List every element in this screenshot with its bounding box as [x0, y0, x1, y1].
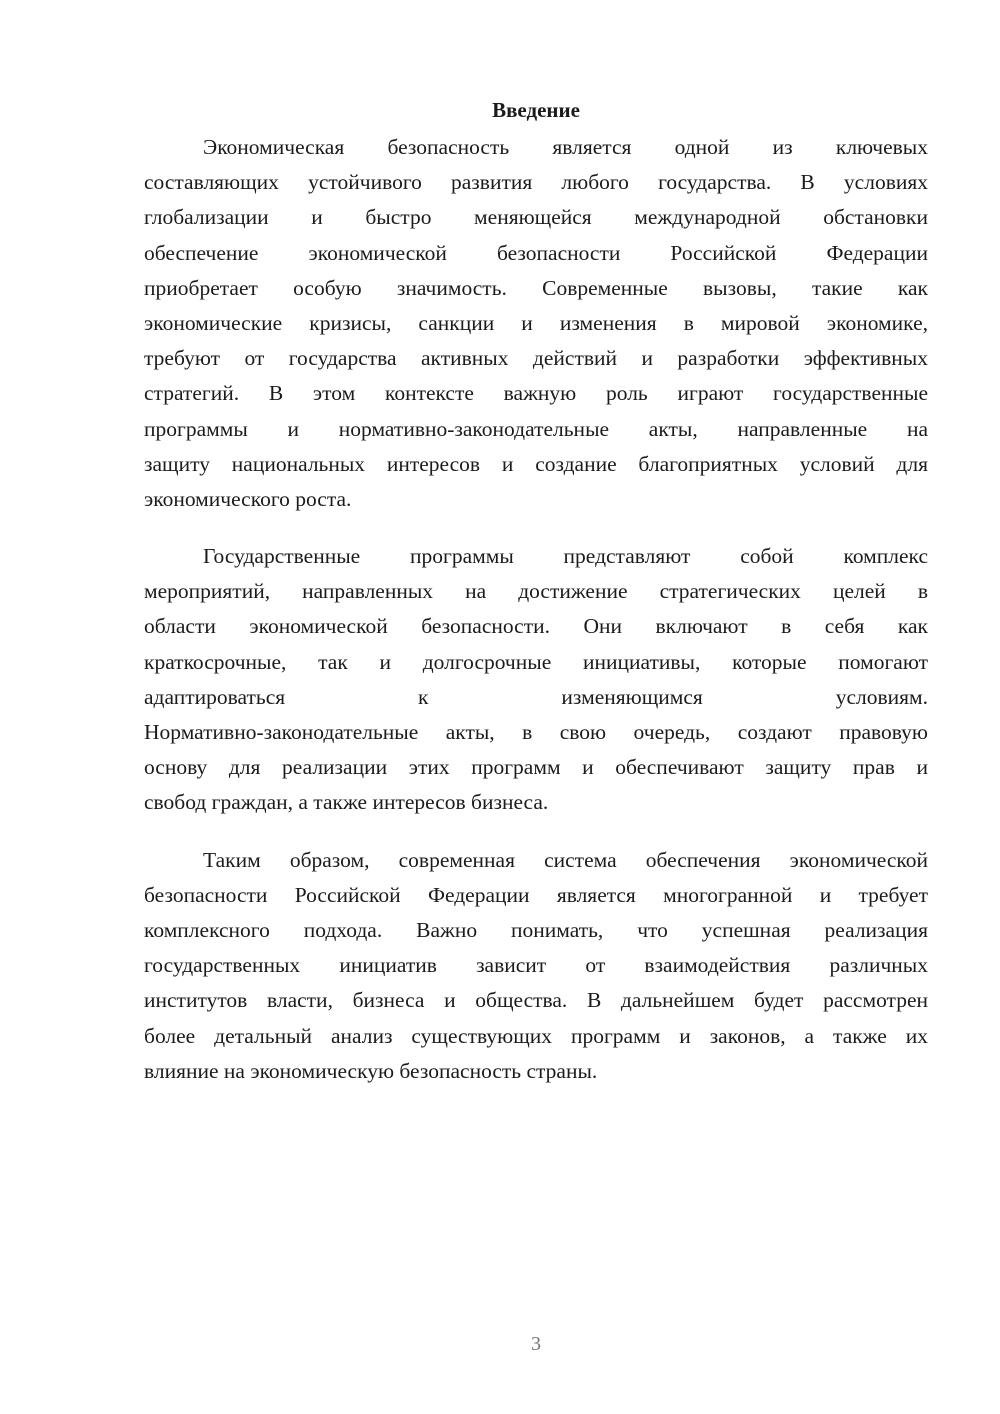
page-number: 3	[531, 1333, 541, 1355]
text-line: Экономическая безопасность является одной из ключевых	[203, 135, 928, 159]
text-line: глобализации и быстро меняющейся международной обстановки	[144, 205, 928, 230]
page-content	[144, 92, 928, 1111]
text-line: требуют от государства активных действий и разработки эффективных	[144, 346, 928, 371]
text-line: стратегий. В этом контексте важную роль играют государственные	[144, 381, 928, 406]
text-line: экономические кризисы, санкции и изменения в мировой экономике,	[144, 310, 928, 335]
text-line: области экономической безопасности. Они включают в себя как	[144, 614, 928, 639]
text-line: приобретает особую значимость. Современные вызовы, такие как	[144, 275, 928, 300]
text-line: основу для реализации этих программ и обеспечивают защиту прав и	[144, 755, 928, 780]
text-line: институтов власти, бизнеса и общества. В дальнейшем будет рассмотрен	[144, 988, 928, 1013]
text-line: свобод граждан, а также интересов бизнеса.	[144, 790, 549, 815]
text-line: составляющих устойчивого развития любого государства. В условиях	[144, 170, 928, 195]
text-line: защиту национальных интересов и создание благоприятных условий для	[144, 451, 928, 476]
text-line: Нормативно-законодательные акты, в свою очередь, создают правовую	[144, 720, 928, 744]
text-line: влияние на экономическую безопасность страны.	[144, 1058, 598, 1083]
text-line: мероприятий, направленных на достижение стратегических целей в	[144, 579, 928, 604]
paragraph	[144, 843, 928, 1089]
text-line: государственных инициатив зависит от взаимодействия различных	[144, 953, 928, 978]
paragraph	[144, 130, 928, 517]
section-heading: Введение	[492, 98, 580, 122]
text-line: краткосрочные, так и долгосрочные инициативы, которые помогают	[144, 649, 928, 674]
text-line: экономического роста.	[144, 486, 352, 511]
text-line: комплексного подхода. Важно понимать, что успешная реализация	[144, 917, 928, 942]
text-line: адаптироваться к изменяющимся условиям.	[144, 684, 928, 709]
text-line: обеспечение экономической безопасности Российской Федерации	[144, 240, 928, 265]
paragraph	[144, 539, 928, 821]
text-line: программы и нормативно-законодательные акты, направленные на	[144, 416, 928, 441]
text-line: более детальный анализ существующих программ и законов, а также их	[144, 1023, 928, 1048]
text-line: безопасности Российской Федерации является многогранной и требует	[144, 882, 928, 907]
text-line: Таким образом, современная система обеспечения экономической	[203, 847, 928, 872]
text-line: Государственные программы представляют собой комплекс	[203, 544, 928, 569]
